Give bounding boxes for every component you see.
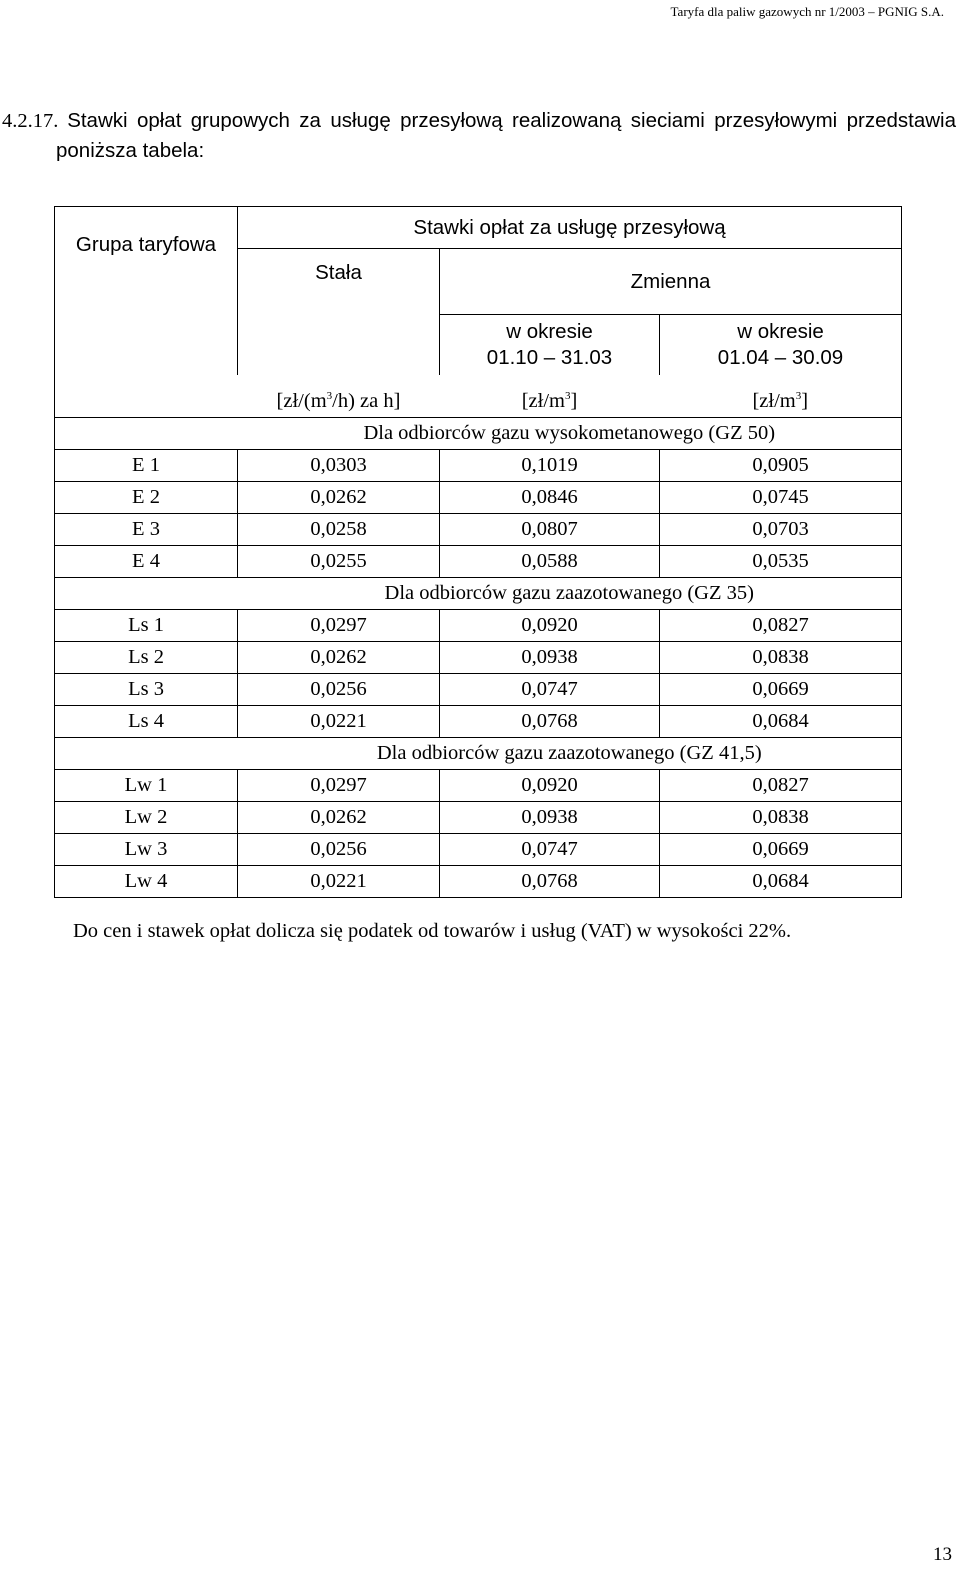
unit-var1	[440, 375, 660, 418]
unit-var2-sup: 3	[795, 389, 802, 402]
fixed-rate-cell: 0,0297	[238, 610, 440, 642]
winter-rate-cell: 0,0938	[440, 802, 660, 834]
fixed-rate-cell: 0,0256	[238, 674, 440, 706]
summer-rate-cell: 0,0838	[660, 802, 902, 834]
unit-var2-b: ]	[801, 389, 809, 412]
summer-rate-cell: 0,0684	[660, 706, 902, 738]
table-row	[55, 450, 902, 482]
section-title: Dla odbiorców gazu wysokometanowego (GZ 50)	[238, 418, 902, 450]
summer-rate-cell: 0,0827	[660, 610, 902, 642]
section-row-spacer	[55, 738, 238, 770]
summer-rate-cell: 0,0703	[660, 514, 902, 546]
rates-header: Stawki opłat za usługę przesyłową	[238, 207, 902, 249]
unit-fixed-sup: 3	[326, 389, 333, 402]
fixed-rate-cell: 0,0258	[238, 514, 440, 546]
table-row	[55, 674, 902, 706]
section-row-spacer	[55, 418, 238, 450]
section-row	[55, 738, 902, 770]
section-heading-text: Stawki opłat grupowych za usługę przesyłową realizowaną sieciami przesyłowymi przedstawia poniższa tabela:	[56, 109, 956, 162]
tariff-table	[54, 206, 902, 898]
group-cell: Lw 4	[55, 866, 238, 898]
table-row	[55, 834, 902, 866]
summer-rate-cell: 0,0669	[660, 674, 902, 706]
group-cell: E 3	[55, 514, 238, 546]
table-row	[55, 706, 902, 738]
fixed-rate-cell: 0,0262	[238, 802, 440, 834]
group-cell: Ls 1	[55, 610, 238, 642]
period2-line1: w okresie	[737, 320, 824, 343]
winter-rate-cell: 0,0846	[440, 482, 660, 514]
unit-var1-sup: 3	[564, 389, 571, 402]
fixed-header-label: Stała	[315, 261, 362, 284]
fixed-rate-cell: 0,0303	[238, 450, 440, 482]
fixed-rate-cell: 0,0221	[238, 866, 440, 898]
winter-rate-cell: 0,0747	[440, 674, 660, 706]
group-cell: Lw 2	[55, 802, 238, 834]
fixed-rate-cell: 0,0297	[238, 770, 440, 802]
fixed-rate-cell: 0,0256	[238, 834, 440, 866]
vat-note: Do cen i stawek opłat dolicza się podatek od towarów i usług (VAT) w wysokości 22%.	[73, 920, 792, 942]
summer-rate-cell: 0,0905	[660, 450, 902, 482]
table-row	[55, 546, 902, 578]
group-cell: Ls 2	[55, 642, 238, 674]
table-row	[55, 866, 902, 898]
group-cell: Ls 4	[55, 706, 238, 738]
group-cell: Lw 3	[55, 834, 238, 866]
section-heading	[2, 106, 956, 166]
unit-var2	[660, 375, 902, 418]
table-row	[55, 514, 902, 546]
group-cell: E 4	[55, 546, 238, 578]
section-row	[55, 418, 902, 450]
winter-rate-cell: 0,0768	[440, 866, 660, 898]
section-title: Dla odbiorców gazu zaazotowanego (GZ 35)	[238, 578, 902, 610]
variable-header: Zmienna	[440, 249, 902, 315]
winter-rate-cell: 0,0920	[440, 770, 660, 802]
group-cell: Ls 3	[55, 674, 238, 706]
unit-var1-b: ]	[570, 389, 578, 412]
group-cell: E 2	[55, 482, 238, 514]
section-row-spacer	[55, 578, 238, 610]
winter-rate-cell: 0,0920	[440, 610, 660, 642]
table-row	[55, 770, 902, 802]
fixed-rate-cell: 0,0262	[238, 482, 440, 514]
period1-line2: 01.10 – 31.03	[486, 346, 613, 369]
group-header: Grupa taryfowa	[55, 207, 238, 376]
group-cell: E 1	[55, 450, 238, 482]
fixed-rate-cell: 0,0255	[238, 546, 440, 578]
section-title: Dla odbiorców gazu zaazotowanego (GZ 41,5)	[238, 738, 902, 770]
summer-rate-cell: 0,0838	[660, 642, 902, 674]
unit-fixed-a: [zł/(m	[276, 389, 327, 412]
unit-fixed-b: /h) za h]	[332, 389, 401, 412]
winter-rate-cell: 0,0938	[440, 642, 660, 674]
winter-rate-cell: 0,1019	[440, 450, 660, 482]
summer-rate-cell: 0,0827	[660, 770, 902, 802]
period2-header	[660, 315, 902, 376]
table-row	[55, 482, 902, 514]
unit-var2-a: [zł/m	[752, 389, 796, 412]
group-cell: Lw 1	[55, 770, 238, 802]
table-row	[55, 610, 902, 642]
summer-rate-cell: 0,0669	[660, 834, 902, 866]
unit-row-spacer	[55, 375, 238, 418]
period1-line1: w okresie	[506, 320, 593, 343]
fixed-header	[238, 249, 440, 376]
table-row	[55, 802, 902, 834]
unit-var1-a: [zł/m	[521, 389, 565, 412]
section-number: 4.2.17.	[2, 110, 59, 132]
unit-fixed	[238, 375, 440, 418]
section-row	[55, 578, 902, 610]
fixed-rate-cell: 0,0262	[238, 642, 440, 674]
winter-rate-cell: 0,0768	[440, 706, 660, 738]
running-header: Taryfa dla paliw gazowych nr 1/2003 – PGNIG S.A.	[670, 4, 944, 19]
winter-rate-cell: 0,0588	[440, 546, 660, 578]
table-row	[55, 642, 902, 674]
winter-rate-cell: 0,0747	[440, 834, 660, 866]
page-number: 13	[933, 1544, 952, 1565]
period1-header	[440, 315, 660, 376]
summer-rate-cell: 0,0745	[660, 482, 902, 514]
period2-line2: 01.04 – 30.09	[717, 346, 844, 369]
winter-rate-cell: 0,0807	[440, 514, 660, 546]
summer-rate-cell: 0,0684	[660, 866, 902, 898]
summer-rate-cell: 0,0535	[660, 546, 902, 578]
fixed-rate-cell: 0,0221	[238, 706, 440, 738]
